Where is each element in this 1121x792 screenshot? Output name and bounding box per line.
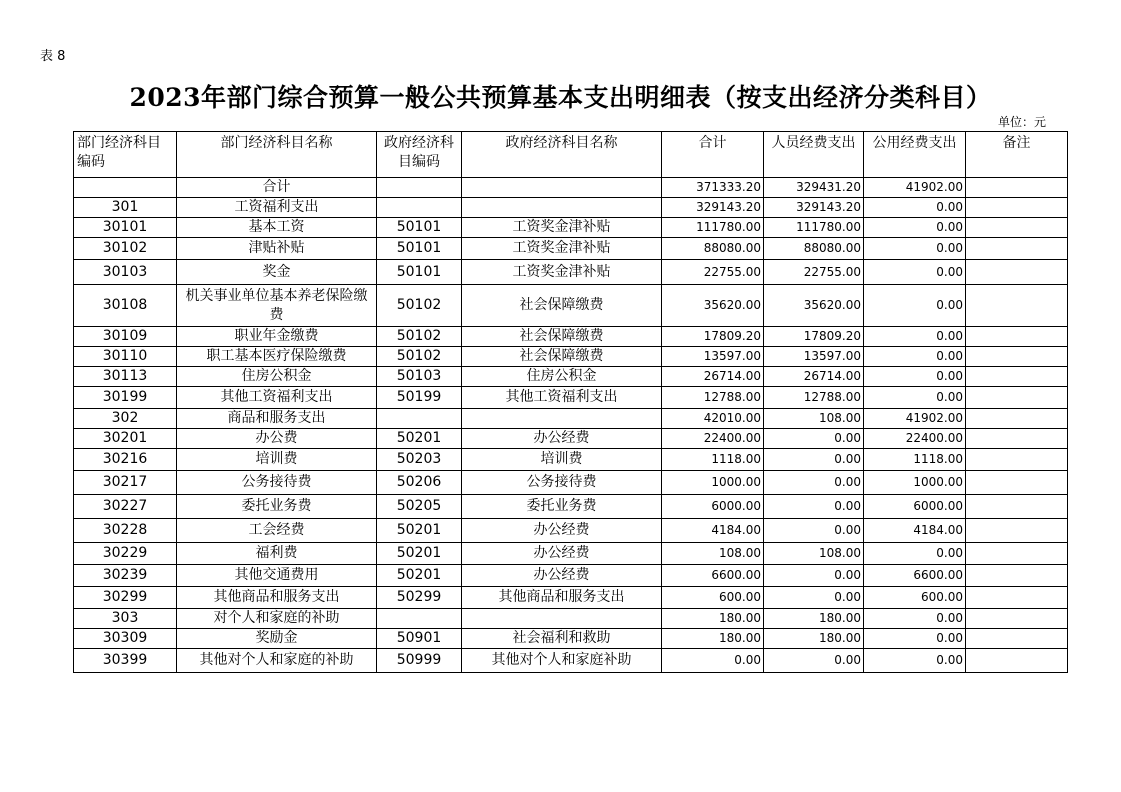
cell-gov-name: 社会福利和救助 <box>462 629 662 649</box>
cell-note <box>966 587 1068 609</box>
cell-note <box>966 218 1068 238</box>
table-row <box>74 409 1068 429</box>
cell-gov-code: 50101 <box>377 238 462 260</box>
table-row <box>74 367 1068 387</box>
cell-note <box>966 449 1068 471</box>
cell-gov-code: 50203 <box>377 449 462 471</box>
cell-dept-name: 公务接待费 <box>177 471 377 495</box>
cell-note <box>966 347 1068 367</box>
header-dept-name: 部门经济科目名称 <box>177 132 377 178</box>
cell-gov-code: 50201 <box>377 543 462 565</box>
header-total: 合计 <box>662 132 764 178</box>
cell-personnel: 0.00 <box>764 449 864 471</box>
table-row <box>74 238 1068 260</box>
cell-gov-name <box>462 609 662 629</box>
cell-dept-code: 30102 <box>74 238 177 260</box>
cell-personnel: 0.00 <box>764 495 864 519</box>
cell-public: 0.00 <box>864 260 966 285</box>
cell-gov-code <box>377 609 462 629</box>
cell-dept-code <box>74 178 177 198</box>
cell-personnel: 180.00 <box>764 609 864 629</box>
cell-note <box>966 495 1068 519</box>
cell-note <box>966 471 1068 495</box>
cell-gov-code <box>377 198 462 218</box>
cell-dept-code: 302 <box>74 409 177 429</box>
cell-note <box>966 649 1068 673</box>
header-dept-code: 部门经济科目编码 <box>74 132 177 178</box>
cell-public: 0.00 <box>864 367 966 387</box>
cell-total: 22755.00 <box>662 260 764 285</box>
cell-gov-name <box>462 198 662 218</box>
table-row <box>74 260 1068 285</box>
cell-public: 0.00 <box>864 238 966 260</box>
cell-total: 22400.00 <box>662 429 764 449</box>
cell-gov-code: 50299 <box>377 587 462 609</box>
cell-gov-name: 委托业务费 <box>462 495 662 519</box>
cell-gov-name: 其他工资福利支出 <box>462 387 662 409</box>
cell-dept-code: 30101 <box>74 218 177 238</box>
cell-dept-code: 30109 <box>74 327 177 347</box>
cell-gov-name <box>462 178 662 198</box>
cell-public: 0.00 <box>864 218 966 238</box>
cell-total: 329143.20 <box>662 198 764 218</box>
cell-gov-name: 办公经费 <box>462 565 662 587</box>
cell-gov-code: 50201 <box>377 519 462 543</box>
cell-personnel: 22755.00 <box>764 260 864 285</box>
cell-personnel: 0.00 <box>764 565 864 587</box>
cell-gov-name: 其他对个人和家庭补助 <box>462 649 662 673</box>
header-public: 公用经费支出 <box>864 132 966 178</box>
cell-dept-name: 机关事业单位基本养老保险缴费 <box>177 285 377 327</box>
header-row <box>74 132 1068 178</box>
cell-public: 0.00 <box>864 629 966 649</box>
cell-public: 0.00 <box>864 543 966 565</box>
cell-total: 1000.00 <box>662 471 764 495</box>
cell-dept-name: 职业年金缴费 <box>177 327 377 347</box>
cell-personnel: 0.00 <box>764 519 864 543</box>
cell-public: 1000.00 <box>864 471 966 495</box>
cell-note <box>966 198 1068 218</box>
cell-public: 22400.00 <box>864 429 966 449</box>
cell-public: 0.00 <box>864 285 966 327</box>
cell-dept-name: 奖励金 <box>177 629 377 649</box>
table-row <box>74 387 1068 409</box>
cell-gov-name: 社会保障缴费 <box>462 347 662 367</box>
cell-public: 4184.00 <box>864 519 966 543</box>
cell-gov-code: 50102 <box>377 347 462 367</box>
cell-dept-code: 30201 <box>74 429 177 449</box>
table-row <box>74 543 1068 565</box>
cell-note <box>966 238 1068 260</box>
cell-public: 600.00 <box>864 587 966 609</box>
cell-gov-code: 50205 <box>377 495 462 519</box>
cell-gov-name <box>462 409 662 429</box>
cell-dept-name: 其他工资福利支出 <box>177 387 377 409</box>
cell-gov-code <box>377 409 462 429</box>
cell-total: 17809.20 <box>662 327 764 347</box>
cell-dept-name: 合计 <box>177 178 377 198</box>
cell-gov-name: 培训费 <box>462 449 662 471</box>
cell-dept-code: 30229 <box>74 543 177 565</box>
cell-dept-code: 301 <box>74 198 177 218</box>
cell-dept-name: 职工基本医疗保险缴费 <box>177 347 377 367</box>
cell-note <box>966 409 1068 429</box>
cell-note <box>966 327 1068 347</box>
cell-total: 600.00 <box>662 587 764 609</box>
cell-total: 180.00 <box>662 609 764 629</box>
cell-dept-name: 津贴补贴 <box>177 238 377 260</box>
cell-note <box>966 629 1068 649</box>
cell-total: 13597.00 <box>662 347 764 367</box>
cell-personnel: 111780.00 <box>764 218 864 238</box>
cell-personnel: 35620.00 <box>764 285 864 327</box>
cell-gov-code: 50101 <box>377 260 462 285</box>
cell-dept-code: 30217 <box>74 471 177 495</box>
cell-gov-code: 50201 <box>377 565 462 587</box>
cell-gov-code: 50201 <box>377 429 462 449</box>
cell-dept-code: 30103 <box>74 260 177 285</box>
cell-public: 0.00 <box>864 327 966 347</box>
cell-personnel: 0.00 <box>764 471 864 495</box>
cell-dept-name: 其他交通费用 <box>177 565 377 587</box>
cell-dept-code: 30228 <box>74 519 177 543</box>
cell-note <box>966 178 1068 198</box>
cell-note <box>966 543 1068 565</box>
cell-note <box>966 260 1068 285</box>
table-row <box>74 649 1068 673</box>
cell-gov-code: 50101 <box>377 218 462 238</box>
cell-public: 6000.00 <box>864 495 966 519</box>
cell-personnel: 0.00 <box>764 649 864 673</box>
cell-total: 6600.00 <box>662 565 764 587</box>
cell-personnel: 88080.00 <box>764 238 864 260</box>
cell-personnel: 108.00 <box>764 409 864 429</box>
cell-total: 4184.00 <box>662 519 764 543</box>
table-row <box>74 218 1068 238</box>
cell-note <box>966 565 1068 587</box>
cell-dept-code: 30216 <box>74 449 177 471</box>
table-row <box>74 495 1068 519</box>
header-gov-code: 政府经济科目编码 <box>377 132 462 178</box>
cell-note <box>966 285 1068 327</box>
cell-public: 0.00 <box>864 387 966 409</box>
cell-dept-name: 基本工资 <box>177 218 377 238</box>
header-gov-name: 政府经济科目名称 <box>462 132 662 178</box>
table-row <box>74 565 1068 587</box>
cell-personnel: 329431.20 <box>764 178 864 198</box>
cell-total: 35620.00 <box>662 285 764 327</box>
table-number: 表 8 <box>40 49 66 64</box>
cell-gov-code: 50103 <box>377 367 462 387</box>
cell-dept-name: 其他对个人和家庭的补助 <box>177 649 377 673</box>
cell-dept-name: 商品和服务支出 <box>177 409 377 429</box>
cell-dept-code: 30399 <box>74 649 177 673</box>
cell-gov-code: 50901 <box>377 629 462 649</box>
cell-gov-name: 办公经费 <box>462 519 662 543</box>
cell-personnel: 108.00 <box>764 543 864 565</box>
cell-gov-name: 社会保障缴费 <box>462 327 662 347</box>
table-row <box>74 449 1068 471</box>
cell-dept-name: 培训费 <box>177 449 377 471</box>
cell-note <box>966 367 1068 387</box>
table-row <box>74 327 1068 347</box>
cell-dept-code: 30227 <box>74 495 177 519</box>
cell-gov-name: 办公经费 <box>462 543 662 565</box>
cell-public: 0.00 <box>864 609 966 629</box>
table-row <box>74 347 1068 367</box>
cell-dept-name: 福利费 <box>177 543 377 565</box>
cell-dept-code: 30309 <box>74 629 177 649</box>
cell-personnel: 12788.00 <box>764 387 864 409</box>
cell-personnel: 0.00 <box>764 429 864 449</box>
cell-note <box>966 387 1068 409</box>
table-row <box>74 429 1068 449</box>
page-title: 2023年部门综合预算一般公共预算基本支出明细表（按支出经济分类科目） <box>129 83 992 112</box>
cell-total: 12788.00 <box>662 387 764 409</box>
cell-gov-name: 办公经费 <box>462 429 662 449</box>
cell-total: 88080.00 <box>662 238 764 260</box>
cell-total: 180.00 <box>662 629 764 649</box>
cell-total: 6000.00 <box>662 495 764 519</box>
table-row <box>74 198 1068 218</box>
cell-personnel: 0.00 <box>764 587 864 609</box>
table-row <box>74 471 1068 495</box>
cell-personnel: 13597.00 <box>764 347 864 367</box>
cell-gov-name: 工资奖金津补贴 <box>462 260 662 285</box>
cell-gov-code: 50102 <box>377 327 462 347</box>
cell-gov-name: 公务接待费 <box>462 471 662 495</box>
cell-dept-name: 工资福利支出 <box>177 198 377 218</box>
cell-public: 0.00 <box>864 198 966 218</box>
cell-gov-name: 工资奖金津补贴 <box>462 238 662 260</box>
cell-note <box>966 609 1068 629</box>
table-row <box>74 629 1068 649</box>
cell-personnel: 180.00 <box>764 629 864 649</box>
table-row <box>74 285 1068 327</box>
cell-note <box>966 429 1068 449</box>
cell-dept-code: 30108 <box>74 285 177 327</box>
budget-detail-table <box>73 131 1068 673</box>
cell-total: 0.00 <box>662 649 764 673</box>
cell-dept-name: 对个人和家庭的补助 <box>177 609 377 629</box>
table-row <box>74 178 1068 198</box>
cell-dept-name: 办公费 <box>177 429 377 449</box>
cell-public: 1118.00 <box>864 449 966 471</box>
cell-total: 42010.00 <box>662 409 764 429</box>
cell-public: 0.00 <box>864 347 966 367</box>
cell-gov-code: 50199 <box>377 387 462 409</box>
cell-total: 26714.00 <box>662 367 764 387</box>
table-row <box>74 609 1068 629</box>
cell-public: 41902.00 <box>864 178 966 198</box>
cell-gov-name: 住房公积金 <box>462 367 662 387</box>
cell-dept-code: 30110 <box>74 347 177 367</box>
cell-gov-name: 工资奖金津补贴 <box>462 218 662 238</box>
cell-total: 111780.00 <box>662 218 764 238</box>
cell-gov-code <box>377 178 462 198</box>
cell-gov-name: 社会保障缴费 <box>462 285 662 327</box>
unit-label: 单位：元 <box>998 115 1047 129</box>
header-note: 备注 <box>966 132 1068 178</box>
cell-note <box>966 519 1068 543</box>
cell-personnel: 17809.20 <box>764 327 864 347</box>
cell-dept-code: 303 <box>74 609 177 629</box>
cell-dept-name: 委托业务费 <box>177 495 377 519</box>
cell-total: 108.00 <box>662 543 764 565</box>
cell-public: 41902.00 <box>864 409 966 429</box>
cell-gov-name: 其他商品和服务支出 <box>462 587 662 609</box>
cell-total: 371333.20 <box>662 178 764 198</box>
cell-dept-code: 30113 <box>74 367 177 387</box>
table-row <box>74 587 1068 609</box>
header-personnel: 人员经费支出 <box>764 132 864 178</box>
cell-dept-name: 住房公积金 <box>177 367 377 387</box>
table-row <box>74 519 1068 543</box>
cell-total: 1118.00 <box>662 449 764 471</box>
cell-dept-name: 奖金 <box>177 260 377 285</box>
cell-public: 0.00 <box>864 649 966 673</box>
cell-gov-code: 50102 <box>377 285 462 327</box>
cell-dept-code: 30299 <box>74 587 177 609</box>
cell-gov-code: 50999 <box>377 649 462 673</box>
cell-dept-name: 其他商品和服务支出 <box>177 587 377 609</box>
cell-personnel: 329143.20 <box>764 198 864 218</box>
cell-gov-code: 50206 <box>377 471 462 495</box>
cell-dept-code: 30239 <box>74 565 177 587</box>
cell-personnel: 26714.00 <box>764 367 864 387</box>
cell-dept-name: 工会经费 <box>177 519 377 543</box>
cell-public: 6600.00 <box>864 565 966 587</box>
cell-dept-code: 30199 <box>74 387 177 409</box>
